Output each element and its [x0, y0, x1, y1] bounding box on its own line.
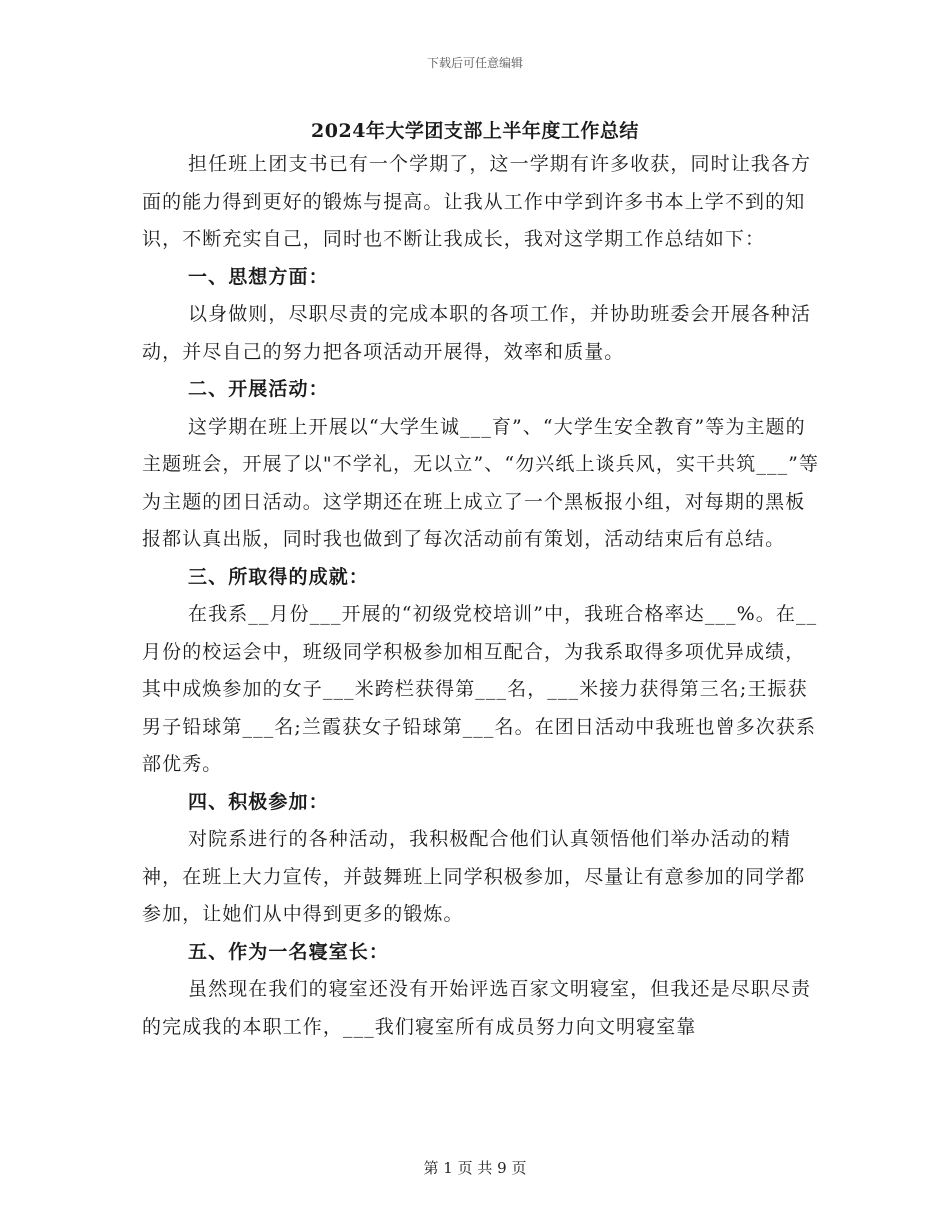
section-heading-achievements: 三、所取得的成就：: [188, 565, 369, 588]
section-heading-thought: 一、思想方面：: [188, 265, 329, 288]
section-text-participation: 对院系进行的各种活动，我积极配合他们认真领悟他们举办活动的精神，在班上大力宣传，并鼓舞班上同学积极参加，尽量让有意参加的同学都参加，让她们从中得到更多的锻炼。: [142, 828, 806, 925]
section-heading-activities: 二、开展活动：: [188, 378, 329, 400]
section-text-activities: 这学期在班上开展以“大学生诚___育”、“大学生安全教育”等为主题的主题班会，开展了以"不学礼，无以立”、“勿兴纸上谈兵风，实干共筑___”等为主题的团日活动。这学期还在班上成立了一个黑板报小组，对每期的黑板报都认真出版，同时我也做到了每次活动前有策划，活动结束后有总结。: [142, 415, 820, 550]
page-number-footer: 第 1 页 共 9 页: [423, 1159, 527, 1177]
section-text-thought: 以身做则，尽职尽责的完成本职的各项工作，并协助班委会开展各种活动，并尽自己的努力把各项活动开展得，效率和质量。: [142, 303, 812, 363]
page-header-note: 下载后可任意编辑: [426, 56, 523, 70]
section-text-dorm-leader: 虽然现在我们的寝室还没有开始评选百家文明寝室，但我还是尽职尽责的完成我的本职工作，___我们寝室所有成员努力向文明寝室靠: [142, 978, 812, 1038]
section-text-achievements: 在我系__月份___开展的“初级党校培训”中，我班合格率达___%。在__月份的校运会中，班级同学积极参加相互配合，为我系取得多项优异成绩，其中成焕参加的女子___米跨栏获得第___名，___米接力获得第三名;王振获男子铅球第___名;兰霞获女子铅球第___名。在团日活动中我班也曾多次获系部优秀。: [142, 603, 818, 775]
section-heading-participation: 四、积极参加：: [188, 790, 329, 813]
document-title: 2024年大学团支部上半年度工作总结: [311, 120, 639, 142]
section-heading-dorm-leader: 五、作为一名寝室长：: [188, 940, 390, 963]
intro-paragraph: 担任班上团支书已有一个学期了，这一学期有许多收获，同时让我各方面的能力得到更好的锻炼与提高。让我从工作中学到许多书本上学不到的知识，不断充实自己，同时也不断让我成长，我对这学期工作总结如下：: [142, 153, 812, 250]
document-body: [142, 146, 822, 1046]
